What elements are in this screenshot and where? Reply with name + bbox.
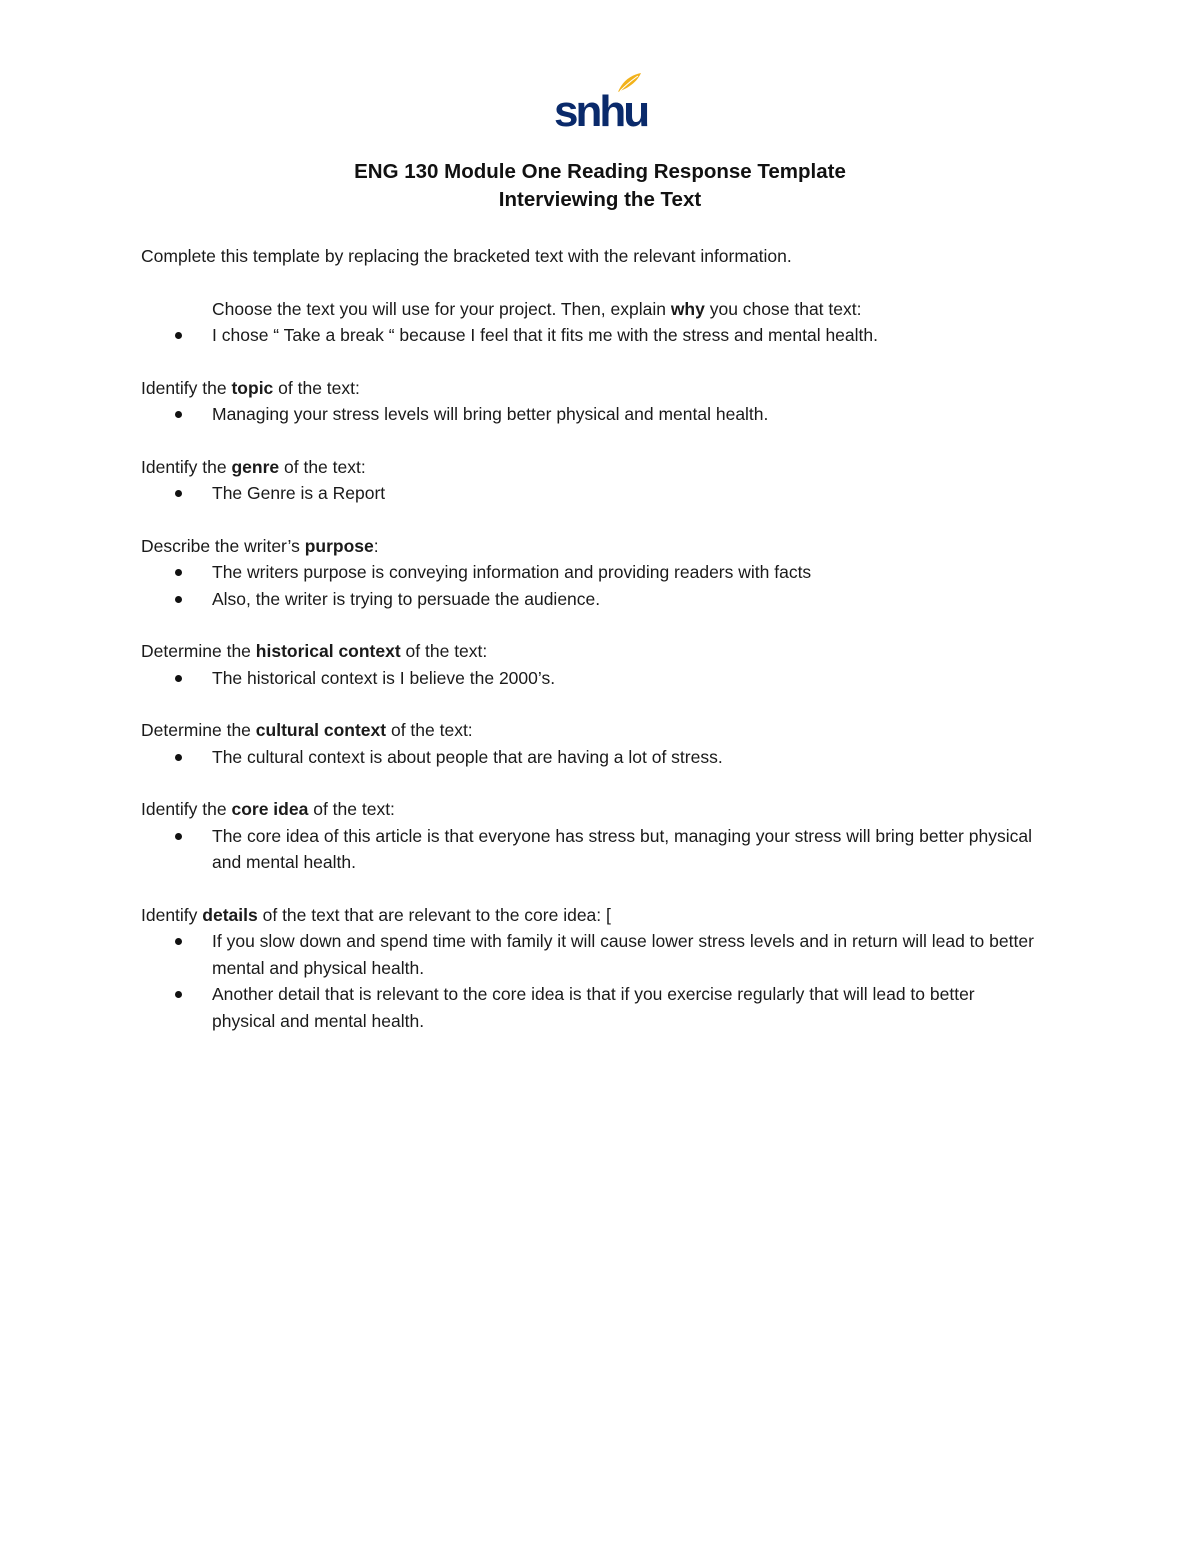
bullet-list bbox=[141, 559, 1041, 612]
section-historical-context bbox=[141, 638, 1041, 691]
prompt-keyword: historical context bbox=[255, 641, 401, 661]
instructions: Complete this template by replacing the bracketed text with the relevant information. bbox=[141, 246, 792, 266]
prompt-keyword: cultural context bbox=[255, 720, 387, 740]
list-item: Managing your stress levels will bring better physical and mental health. bbox=[141, 401, 1041, 428]
prompt-keyword: core idea bbox=[231, 799, 309, 819]
list-item: I chose “ Take a break “ because I feel that it fits me with the stress and mental health. bbox=[141, 322, 1041, 349]
bullet-list bbox=[141, 823, 1041, 876]
section-genre bbox=[141, 454, 1041, 507]
section-prompt: Identify the core idea of the text: bbox=[141, 799, 395, 819]
list-item: The historical context is I believe the 2000’s. bbox=[141, 665, 1041, 692]
prompt-keyword: genre bbox=[231, 456, 280, 477]
list-item: The core idea of this article is that everyone has stress but, managing your stress will bring better physical and mental health. bbox=[141, 823, 1041, 876]
prompt-keyword: why bbox=[670, 298, 705, 319]
section-prompt: Choose the text you will use for your project. Then, explain why you chose that text: bbox=[212, 298, 862, 319]
title-block bbox=[0, 158, 1200, 214]
list-item: If you slow down and spend time with family it will cause lower stress levels and in return will lead to better mental and physical health. bbox=[141, 928, 1041, 981]
section-prompt: Describe the writer’s purpose: bbox=[141, 535, 379, 556]
prompt-keyword: topic bbox=[231, 377, 274, 398]
section-topic bbox=[141, 375, 1041, 428]
section-prompt: Identify details of the text that are relevant to the core idea: [ bbox=[141, 904, 611, 925]
bullet-list bbox=[141, 928, 1041, 1034]
bullet-list bbox=[141, 665, 1041, 692]
bullet-list bbox=[141, 744, 1041, 771]
section-prompt: Identify the genre of the text: bbox=[141, 456, 366, 477]
document-body bbox=[141, 243, 1041, 1034]
list-item: The cultural context is about people that are having a lot of stress. bbox=[141, 744, 1041, 771]
prompt-keyword: details bbox=[202, 904, 258, 925]
section-purpose bbox=[141, 533, 1041, 613]
page-title: ENG 130 Module One Reading Response Template bbox=[354, 160, 846, 183]
section-choose bbox=[141, 296, 1041, 349]
list-item: The Genre is a Report bbox=[141, 480, 1041, 507]
snhu-logo bbox=[554, 72, 646, 134]
logo-wordmark: snhu bbox=[554, 87, 648, 136]
bullet-list bbox=[141, 322, 1041, 349]
prompt-keyword: purpose bbox=[304, 535, 374, 556]
bullet-list bbox=[141, 401, 1041, 428]
list-item: Also, the writer is trying to persuade the audience. bbox=[141, 586, 1041, 613]
section-prompt: Determine the historical context of the text: bbox=[141, 641, 488, 661]
page-subtitle: Interviewing the Text bbox=[498, 188, 702, 211]
bullet-list bbox=[141, 480, 1041, 507]
section-details bbox=[141, 902, 1041, 1035]
list-item: Another detail that is relevant to the core idea is that if you exercise regularly that will lead to better physical and mental health. bbox=[141, 981, 1041, 1034]
section-core-idea bbox=[141, 796, 1041, 876]
section-prompt: Identify the topic of the text: bbox=[141, 377, 360, 398]
section-cultural-context bbox=[141, 717, 1041, 770]
list-item: The writers purpose is conveying information and providing readers with facts bbox=[141, 559, 1041, 586]
section-prompt: Determine the cultural context of the text: bbox=[141, 720, 473, 740]
